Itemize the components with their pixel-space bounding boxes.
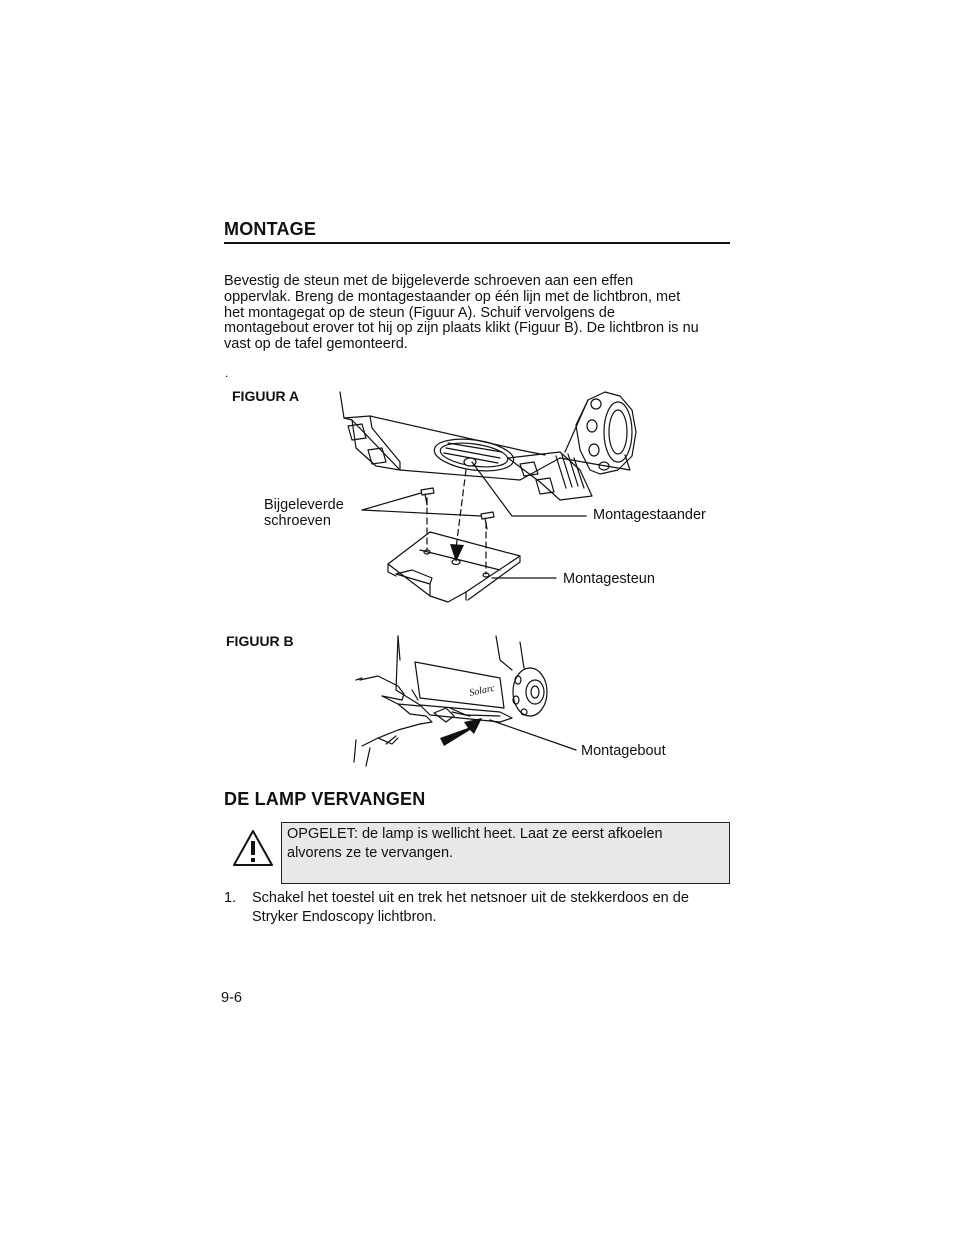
step-line: Stryker Endoscopy lichtbron. [252, 909, 437, 925]
step-text [252, 889, 742, 927]
page-number: 9-6 [221, 990, 242, 1006]
caution-line: alvorens ze te vervangen. [287, 845, 454, 861]
section-heading-lamp-replace: DE LAMP VERVANGEN [224, 789, 426, 809]
paragraph-line: oppervlak. Breng de montagestaander op één lijn met de lichtbron, met [224, 288, 681, 305]
callout-mounting-stand: Montagestaander [593, 507, 706, 523]
figure-a-label: FIGUUR A [232, 388, 300, 404]
caution-text [287, 825, 717, 863]
step-number: 1. [224, 890, 237, 906]
step-line: Schakel het toestel uit en trek het netsnoer uit de stekkerdoos en de [252, 890, 689, 906]
paragraph-line: vast op de tafel gemonteerd. [224, 336, 408, 353]
caution-box [281, 822, 730, 884]
callout-mounting-bracket: Montagesteun [563, 571, 655, 587]
callout-mounting-bolt: Montagebout [581, 743, 666, 759]
stray-dot: . [225, 366, 229, 380]
device-brand-mark: Solarc [468, 682, 496, 699]
paragraph-line: montagebout erover tot hij op zijn plaats klikt (Figuur B). De lichtbron is nu [224, 320, 699, 337]
callout-screws-line1: Bijgeleverde [264, 497, 344, 513]
paragraph-line: Bevestig de steun met de bijgeleverde schroeven aan een effen [224, 273, 634, 289]
paragraph-line: het montagegat op de steun (Figuur A). Schuif vervolgens de [224, 304, 615, 321]
figure-b-label: FIGUUR B [226, 633, 294, 649]
callout-screws-line2: schroeven [264, 513, 331, 529]
section-heading-montage: MONTAGE [224, 219, 317, 239]
warning-triangle-icon [231, 828, 275, 868]
caution-line: OPGELET: de lamp is wellicht heet. Laat ze eerst afkoelen [287, 826, 663, 842]
